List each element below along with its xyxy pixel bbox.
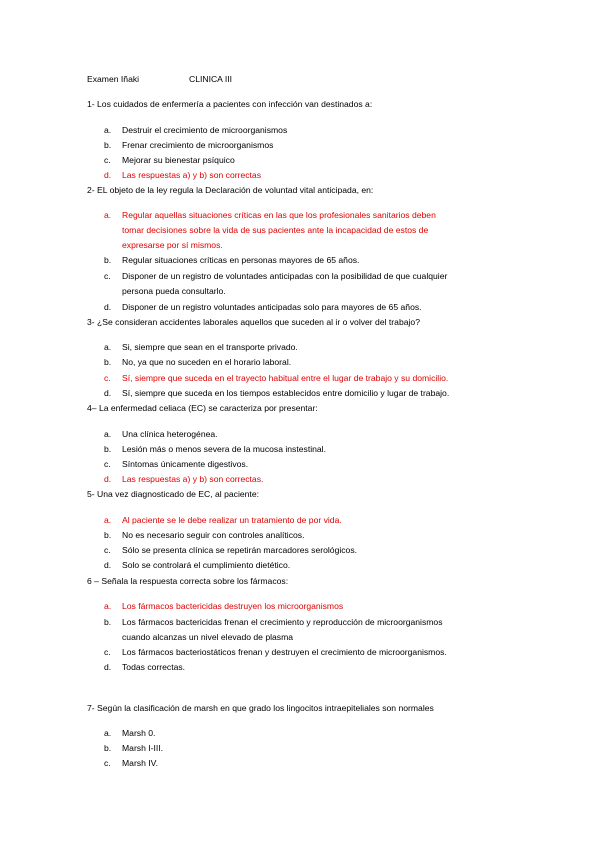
option-2b: Regular situaciones críticas en personas mayores de 65 años.	[122, 255, 360, 265]
question-4: 4– La enfermedad celiaca (EC) se caracteriza por presentar:	[87, 403, 318, 413]
option-2c-line2: persona pueda consultarlo.	[122, 286, 226, 296]
option-letter: c.	[104, 271, 111, 281]
option-letter: b.	[104, 357, 112, 367]
option-4a: Una clínica heterogénea.	[122, 429, 218, 439]
option-2a-line2: tomar decisiones sobre la vida de sus pacientes ante la incapacidad de estos de	[122, 225, 429, 235]
question-7: 7- Según la clasificación de marsh en que grado los lingocitos intraepiteliales son normales	[87, 703, 434, 713]
option-2d: Disponer de un registro voluntades anticipadas solo para mayores de 65 años.	[122, 302, 422, 312]
option-5b: No es necesario seguir con controles analíticos.	[122, 530, 305, 540]
option-1a: Destruir el crecimiento de microorganismos	[122, 125, 288, 135]
option-3b: No, ya que no suceden en el horario laboral.	[122, 357, 292, 367]
option-letter: a.	[104, 728, 112, 738]
option-letter: a.	[104, 601, 112, 611]
option-1c: Mejorar su bienestar psíquico	[122, 155, 235, 165]
option-letter: a.	[104, 342, 112, 352]
option-letter: c.	[104, 155, 111, 165]
question-2: 2- EL objeto de la ley regula la Declaración de voluntad vital anticipada, en:	[87, 185, 374, 195]
option-2c: Disponer de un registro de voluntades anticipadas con la posibilidad de que cualquier	[122, 271, 448, 281]
option-letter: c.	[104, 647, 111, 657]
option-letter: b.	[104, 530, 112, 540]
option-2a-correct: Regular aquellas situaciones críticas en las que los profesionales sanitarios deben	[122, 210, 436, 220]
option-letter: b.	[104, 255, 112, 265]
option-7b: Marsh I-III.	[122, 743, 164, 753]
option-4c: Síntomas únicamente digestivos.	[122, 459, 249, 469]
option-5c: Sólo se presenta clínica se repetirán marcadores serológicos.	[122, 545, 358, 555]
option-letter: b.	[104, 140, 112, 150]
option-letter: c.	[104, 545, 111, 555]
option-6b: Los fármacos bactericidas frenan el crecimiento y reproducción de microorganismos	[122, 617, 443, 627]
question-6: 6 – Señala la respuesta correcta sobre los fármacos:	[87, 576, 289, 586]
option-letter: b.	[104, 617, 112, 627]
option-1d-correct: Las respuestas a) y b) son correctas	[122, 170, 261, 180]
option-letter: c.	[104, 758, 111, 768]
option-letter: a.	[104, 125, 112, 135]
option-letter: a.	[104, 515, 112, 525]
question-1: 1- Los cuidados de enfermería a pacientes con infección van destinados a:	[87, 99, 373, 109]
option-letter: d.	[104, 662, 112, 672]
option-6c: Los fármacos bacteriostáticos frenan y destruyen el crecimiento de microorganismos.	[122, 647, 447, 657]
option-letter: a.	[104, 429, 112, 439]
option-7a: Marsh 0.	[122, 728, 156, 738]
option-6b-line2: cuando alcanzas un nivel elevado de plasma	[122, 632, 294, 642]
option-3d: Sí, siempre que suceda en los tiempos establecidos entre domicilio y lugar de trabajo.	[122, 388, 450, 398]
question-3: 3- ¿Se consideran accidentes laborales aquellos que suceden al ir o volver del trabajo?	[87, 317, 420, 327]
option-6a-correct: Los fármacos bactericidas destruyen los microorganismos	[122, 601, 344, 611]
option-5a-correct: Al paciente se le debe realizar un tratamiento de por vida.	[122, 515, 342, 525]
option-letter: d.	[104, 560, 112, 570]
option-3c-correct: Sí, siempre que suceda en el trayecto habitual entre el lugar de trabajo y su domicilio.	[122, 373, 449, 383]
option-letter: d.	[104, 388, 112, 398]
option-4b: Lesión más o menos severa de la mucosa instestinal.	[122, 444, 326, 454]
exam-subject: CLINICA III	[189, 74, 232, 84]
option-2a-line3: expresarse por sí mismos.	[122, 240, 223, 250]
option-letter: d.	[104, 302, 112, 312]
option-7c: Marsh IV.	[122, 758, 158, 768]
option-letter: b.	[104, 444, 112, 454]
option-4d-correct: Las respuestas a) y b) son correctas.	[122, 474, 264, 484]
option-letter: a.	[104, 210, 112, 220]
exam-title: Examen Iñaki	[87, 74, 140, 84]
option-5d: Solo se controlará el cumplimiento dietético.	[122, 560, 291, 570]
option-letter: b.	[104, 743, 112, 753]
option-letter: d.	[104, 474, 112, 484]
question-5: 5- Una vez diagnosticado de EC, al paciente:	[87, 489, 259, 499]
option-letter: c.	[104, 459, 111, 469]
option-letter: c.	[104, 373, 111, 383]
option-letter: d.	[104, 170, 112, 180]
option-6d: Todas correctas.	[122, 662, 186, 672]
option-3a: Si, siempre que sean en el transporte privado.	[122, 342, 298, 352]
option-1b: Frenar crecimiento de microorganismos	[122, 140, 274, 150]
